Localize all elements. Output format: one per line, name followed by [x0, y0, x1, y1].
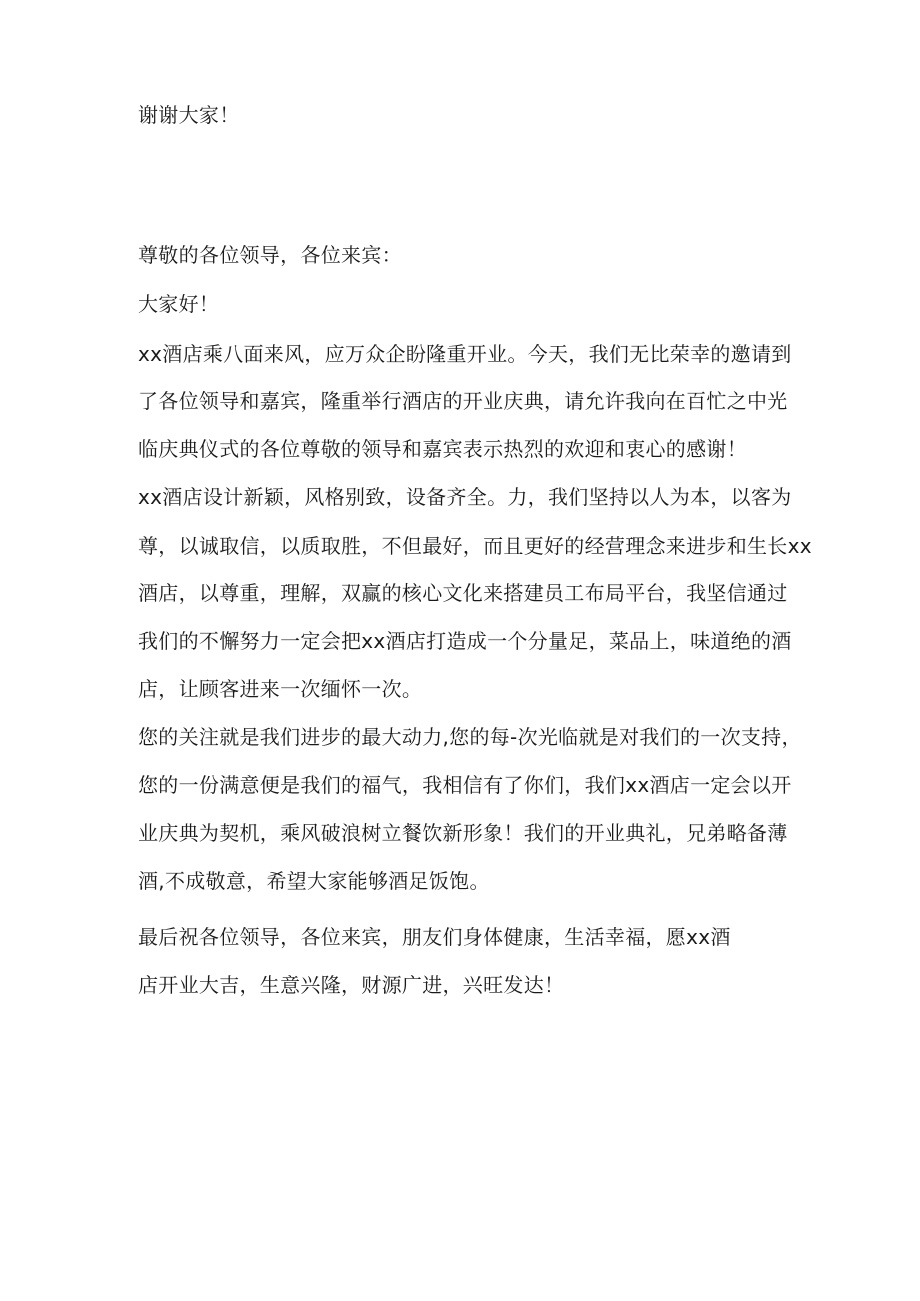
text-line: 您的关注就是我们进步的最大动力,您的每-次光临就是对我们的一次支持， [138, 725, 802, 749]
text-line: 临庆典仪式的各位尊敬的领导和嘉宾表示热烈的欢迎和衷心的感谢！ [138, 437, 747, 461]
text-line: 酒店，以尊重，理解，双赢的核心文化来搭建员工布局平台，我坚信通过 [138, 581, 788, 605]
text-line-closing: 店开业大吉，生意兴隆，财源广进，兴旺发达！ [138, 973, 565, 997]
text-line-closing: 最后祝各位领导，各位来宾，朋友们身体健康，生活幸福，愿xx酒 [138, 925, 731, 949]
text-line: 尊，以诚取信，以质取胜，不但最好，而且更好的经营理念来进步和生长xx [138, 534, 812, 558]
text-line: 我们的不懈努力一定会把xx酒店打造成一个分量足，菜品上，味道绝的酒 [138, 629, 792, 653]
text-line-salutation: 尊敬的各位领导，各位来宾： [138, 243, 402, 267]
text-line: 您的一份满意便是我们的福气，我相信有了你们，我们xx酒店一定会以开 [138, 773, 792, 797]
text-line-thanks: 谢谢大家！ [138, 103, 240, 127]
text-line: 酒,不成敬意，希望大家能够酒足饭饱。 [138, 869, 490, 893]
text-line: xx酒店乘八面来风，应万众企盼隆重开业。今天，我们无比荣幸的邀请到 [138, 342, 792, 366]
text-line: 了各位领导和嘉宾，隆重举行酒店的开业庆典，请允许我向在百忙之中光 [138, 389, 788, 413]
text-line: xx酒店设计新颖，风格别致，设备齐全。力，我们坚持以人为本，以客为 [138, 485, 792, 509]
text-line: 业庆典为契机，乘风破浪树立餐饮新形象！我们的开业典礼，兄弟略备薄 [138, 821, 788, 845]
text-line-greeting: 大家好！ [138, 292, 220, 316]
text-line: 店，让顾客进来一次缅怀一次。 [138, 677, 423, 701]
